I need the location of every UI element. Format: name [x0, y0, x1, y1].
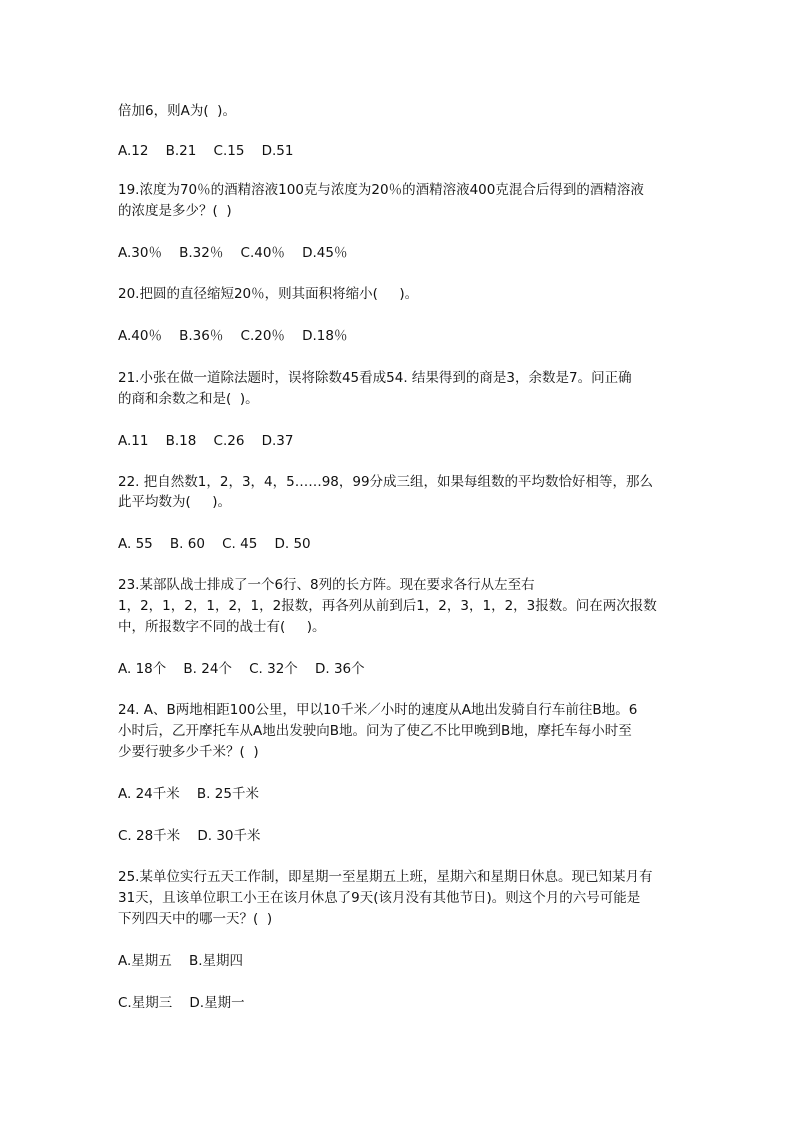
- q25-options-row2: C.星期三 D.星期一: [118, 995, 245, 1011]
- q23-stem-line1: 23.某部队战士排成了一个6行、8列的长方阵。现在要求各行从左至右: [118, 577, 535, 593]
- q24-options-row2: C. 28千米 D. 30千米: [118, 828, 261, 844]
- q23-stem-line2: 1，2，1，2，1，2，1，2报数，再各列从前到后1，2，3，1，2，3报数。问在两次报数: [118, 598, 657, 614]
- q22-options: A. 55 B. 60 C. 45 D. 50: [118, 536, 311, 552]
- q21-options: A.11 B.18 C.26 D.37: [118, 433, 294, 449]
- q24-stem-line3: 少要行驶多少千米？( ): [118, 744, 259, 760]
- q19-stem-line1: 19.浓度为70％的酒精溶液100克与浓度为20％的酒精溶液400克混合后得到的酒精溶液: [118, 182, 644, 198]
- q24-options-row1: A. 24千米 B. 25千米: [118, 786, 259, 802]
- q25-options-row1: A.星期五 B.星期四: [118, 953, 244, 969]
- q25-stem-line1: 25.某单位实行五天工作制，即星期一至星期五上班，星期六和星期日休息。现已知某月有: [118, 869, 653, 885]
- q21-stem-line1: 21.小张在做一道除法题时，误将除数45看成54. 结果得到的商是3，余数是7。问正确: [118, 370, 632, 386]
- q21-stem-line2: 的商和余数之和是( )。: [118, 391, 259, 407]
- q24-stem-line2: 小时后，乙开摩托车从A地出发驶向B地。问为了使乙不比甲晚到B地，摩托车每小时至: [118, 723, 632, 739]
- q20-stem: 20.把圆的直径缩短20％，则其面积将缩小( )。: [118, 286, 419, 302]
- q24-stem-line1: 24. A、B两地相距100公里，甲以10千米／小时的速度从A地出发骑自行车前往B地。6: [118, 702, 638, 718]
- q20-options: A.40％ B.36％ C.20％ D.18％: [118, 328, 348, 344]
- q19-stem-line2: 的浓度是多少？( ): [118, 203, 232, 219]
- q22-stem-line1: 22. 把自然数1，2，3，4，5……98，99分成三组，如果每组数的平均数恰好相等，那么: [118, 474, 654, 490]
- q22-stem-line2: 此平均数为( )。: [118, 494, 231, 510]
- q23-stem-line3: 中，所报数字不同的战士有( )。: [118, 619, 326, 635]
- q18-options: A.12 B.21 C.15 D.51: [118, 143, 294, 159]
- q25-stem-line3: 下列四天中的哪一天？( ): [118, 911, 273, 927]
- q18-stem-end: 倍加6，则A为( )。: [118, 103, 236, 119]
- q25-stem-line2: 31天，且该单位职工小王在该月休息了9天(该月没有其他节日)。则这个月的六号可能是: [118, 890, 641, 906]
- q19-options: A.30％ B.32％ C.40％ D.45％: [118, 245, 348, 261]
- q23-options: A. 18个 B. 24个 C. 32个 D. 36个: [118, 661, 365, 677]
